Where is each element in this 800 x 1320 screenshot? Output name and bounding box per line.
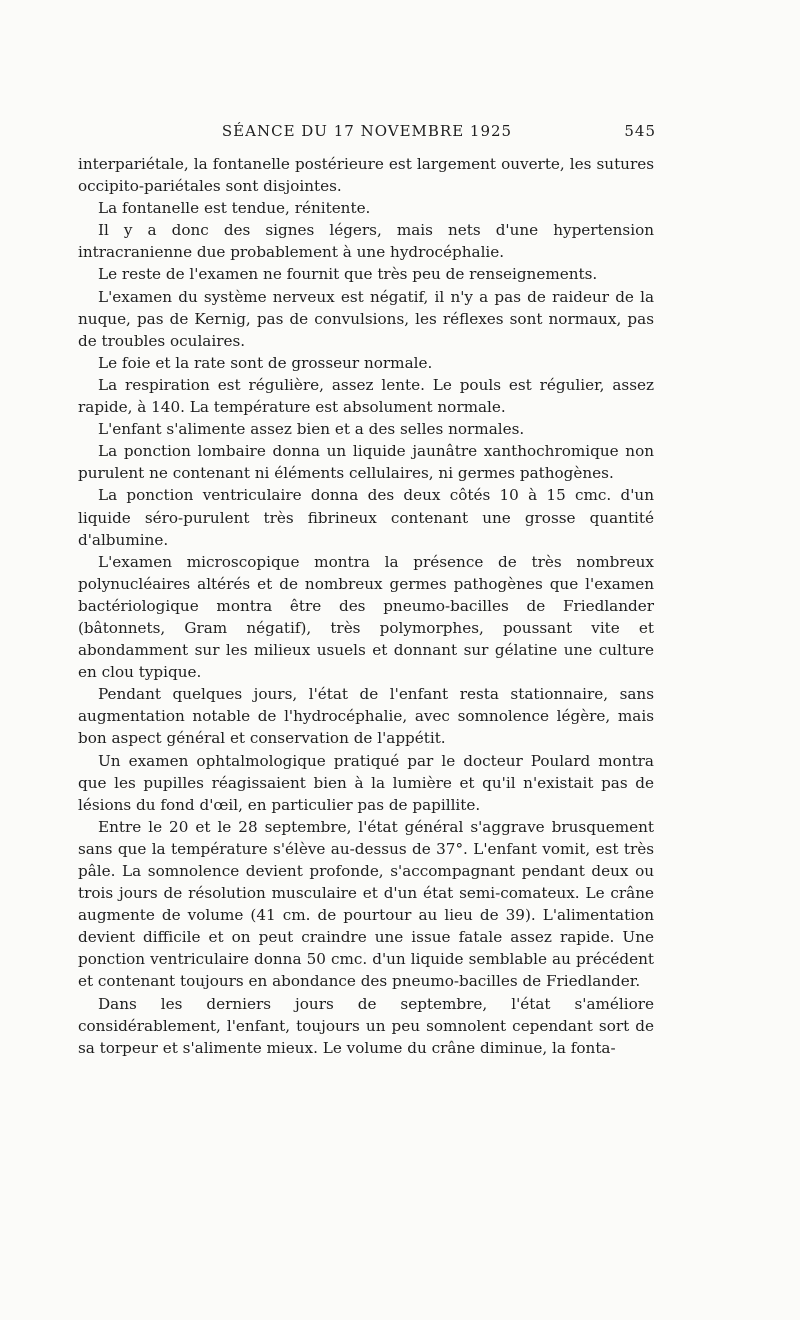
paragraph: L'examen microscopique montra la présence de très nombreux polynucléaires altérés et de nombreux germes pathogènes que l'examen bactériologique montra être des pneumo-bacilles de Friedlander (bâtonnets, Gram négatif), très polymorphes, poussant vite et abondamment sur les milieux usuels et donnant sur gélatine une culture en clou typique.: [78, 552, 654, 682]
paragraph: L'examen du système nerveux est négatif, il n'y a pas de raideur de la nuque, pas de Kernig, pas de convulsions, les réflexes sont normaux, pas de troubles oculaires.: [78, 287, 654, 350]
paragraph: Il y a donc des signes légers, mais nets d'une hypertension intracranienne due probablement à une hydrocéphalie.: [78, 221, 654, 262]
paragraph: La fontanelle est tendue, rénitente.: [98, 199, 371, 218]
paragraph: La respiration est régulière, assez lente. Le pouls est régulier, assez rapide, à 140. La température est absolument normale.: [78, 375, 654, 417]
paragraph: Le reste de l'examen ne fournit que très peu de renseignements.: [98, 265, 598, 284]
paragraph: Un examen ophtalmologique pratiqué par le docteur Poulard montra que les pupilles réagissaient bien à la lumière et qu'il n'existait pas de lésions du fond d'œil, en particulier pas de papillite.: [78, 751, 654, 814]
page-number: 545: [624, 122, 656, 140]
paragraph: Dans les derniers jours de septembre, l'état s'améliore considérablement, l'enfant, toujours un peu somnolent cependant sort de sa torpeur et s'alimente mieux. Le volume du crâne diminue, la fonta-: [78, 994, 654, 1057]
paragraph: La ponction ventriculaire donna des deux côtés 10 à 15 cmc. d'un liquide séro-purulent très fibrineux contenant une grosse quantité d'albumine.: [78, 486, 654, 549]
body-text: [78, 153, 654, 1059]
paragraph: La ponction lombaire donna un liquide jaunâtre xanthochromique non purulent ne contenant ni éléments cellulaires, ni germes pathogènes.: [78, 442, 654, 483]
paragraph: Entre le 20 et le 28 septembre, l'état général s'aggrave brusquement sans que la température s'élève au-dessus de 37°. L'enfant vomit, est très pâle. La somnolence devient profonde, s'accompagnant pendant deux ou trois jours de résolution musculaire et d'un état semi-comateux. Le crâne augmente de volume (41 cm. de pourtour au lieu de 39). L'alimentation devient difficile et on peut craindre une issue fatale assez rapide. Une ponction ventriculaire donna 50 cmc. d'un liquide semblable au précédent et contenant toujours en abondance des pneumo-bacilles de Friedlander.: [78, 817, 654, 991]
paragraph: L'enfant s'alimente assez bien et a des selles normales.: [98, 420, 525, 439]
header-title: SÉANCE DU 17 NOVEMBRE 1925: [221, 122, 513, 140]
paragraph: Pendant quelques jours, l'état de l'enfant resta stationnaire, sans augmentation notable de l'hydrocéphalie, avec somnolence légère, mais bon aspect général et conservation de l'appétit.: [78, 685, 654, 748]
paragraph: Le foie et la rate sont de grosseur normale.: [98, 353, 433, 372]
paragraph: interpariétale, la fontanelle postérieure est largement ouverte, les sutures occipito-pariétales sont disjointes.: [78, 155, 654, 196]
running-header: [78, 122, 656, 144]
